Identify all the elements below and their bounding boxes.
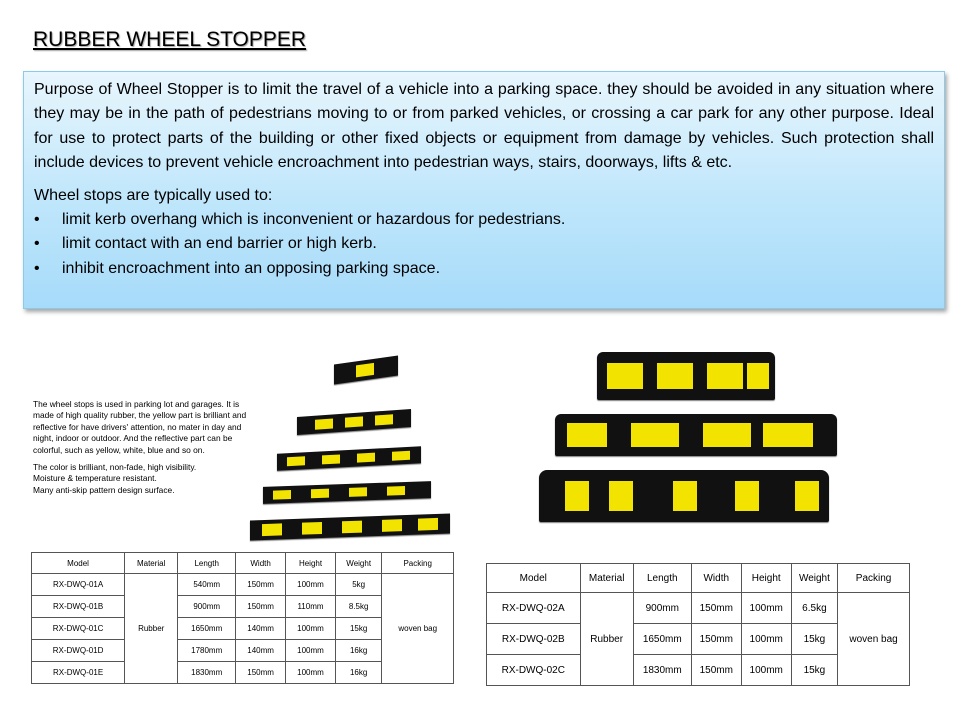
width-cell: 150mm [236,662,286,684]
length-cell: 1650mm [178,618,236,640]
wheel-stopper-image [597,352,775,400]
weight-cell: 15kg [335,618,381,640]
length-cell: 900mm [633,593,691,624]
wheel-stopper-image [334,356,398,385]
header-cell: Model [487,564,581,593]
table-header-row [487,564,910,593]
header-cell: Packing [838,564,910,593]
header-cell: Height [286,553,336,574]
spec-table-2 [486,563,910,686]
header-cell: Weight [791,564,837,593]
header-cell: Material [125,553,178,574]
weight-cell: 6.5kg [791,593,837,624]
model-cell: RX-DWQ-01D [32,640,125,662]
width-cell: 140mm [236,640,286,662]
length-cell: 1830mm [633,655,691,686]
width-cell: 150mm [236,574,286,596]
table-header-row [32,553,454,574]
list-item: • limit kerb overhang which is inconvenient or hazardous for pedestrians. [34,208,934,232]
wheel-stopper-image [250,514,450,541]
model-cell: RX-DWQ-02C [487,655,581,686]
model-cell: RX-DWQ-02A [487,593,581,624]
weight-cell: 15kg [791,655,837,686]
height-cell: 100mm [741,593,791,624]
length-cell: 1780mm [178,640,236,662]
wheel-stopper-image [277,446,421,471]
packing-cell: woven bag [382,574,454,684]
weight-cell: 15kg [791,624,837,655]
header-cell: Material [580,564,633,593]
wheel-stopper-image [555,414,837,456]
table-row [487,593,910,624]
width-cell: 150mm [691,624,741,655]
header-cell: Length [633,564,691,593]
length-cell: 1830mm [178,662,236,684]
list-item: • limit contact with an end barrier or high kerb. [34,232,934,256]
product-info-line: Moisture & temperature resistant. [33,473,157,484]
length-cell: 540mm [178,574,236,596]
model-cell: RX-DWQ-01A [32,574,125,596]
bullet-icon: • [34,259,40,277]
list-item: • inhibit encroachment into an opposing parking space. [34,257,934,281]
wheel-stopper-image [297,409,411,435]
wheel-stopper-image [539,470,829,522]
product-info-line: The color is brilliant, non-fade, high visibility. [33,462,197,473]
model-cell: RX-DWQ-02B [487,624,581,655]
model-cell: RX-DWQ-01B [32,596,125,618]
description-paragraph: Purpose of Wheel Stopper is to limit the travel of a vehicle into a parking space. they should be avoided in any situation where they may be in the path of pedestrians moving to or from parked vehicles, or crossing a car park for any other purpose. Ideal for use to protect parts of the building or other fixed objects or equipment from damage by vehicles. Such protection shall include devices to prevent vehicle encroachment into pedestrian ways, stairs, doorways, lifts & etc. [34,81,934,172]
height-cell: 100mm [741,624,791,655]
model-cell: RX-DWQ-01C [32,618,125,640]
product-info-paragraph: The wheel stops is used in parking lot and garages. It is made of high quality rubber, the yellow part is brilliant and reflective for have drivers' attention, no mater in day and night, indoor or outdoor. And the reflective part can be colorful, such as yellow, white, blue and so on. [33,399,247,455]
header-cell: Packing [382,553,454,574]
length-cell: 1650mm [633,624,691,655]
height-cell: 110mm [286,596,336,618]
model-cell: RX-DWQ-01E [32,662,125,684]
weight-cell: 5kg [335,574,381,596]
material-cell: Rubber [125,574,178,684]
height-cell: 100mm [286,618,336,640]
width-cell: 150mm [236,596,286,618]
weight-cell: 16kg [335,640,381,662]
weight-cell: 16kg [335,662,381,684]
uses-list [34,208,934,281]
header-cell: Weight [335,553,381,574]
table-row [32,574,454,596]
wheel-stopper-image [263,481,431,504]
description-box [23,71,945,309]
height-cell: 100mm [286,574,336,596]
weight-cell: 8.5kg [335,596,381,618]
bullet-icon: • [34,235,40,253]
spec-table-1 [31,552,454,684]
product-info-line: Many anti-skip pattern design surface. [33,484,175,495]
bullet-icon: • [34,211,40,229]
page-title: RUBBER WHEEL STOPPER [33,28,307,51]
height-cell: 100mm [286,662,336,684]
width-cell: 140mm [236,618,286,640]
height-cell: 100mm [286,640,336,662]
width-cell: 150mm [691,655,741,686]
uses-intro: Wheel stops are typically used to: [34,186,273,204]
header-cell: Model [32,553,125,574]
product-info-text [33,399,248,496]
material-cell: Rubber [580,593,633,686]
height-cell: 100mm [741,655,791,686]
header-cell: Width [691,564,741,593]
header-cell: Width [236,553,286,574]
header-cell: Length [178,553,236,574]
packing-cell: woven bag [838,593,910,686]
length-cell: 900mm [178,596,236,618]
header-cell: Height [741,564,791,593]
width-cell: 150mm [691,593,741,624]
